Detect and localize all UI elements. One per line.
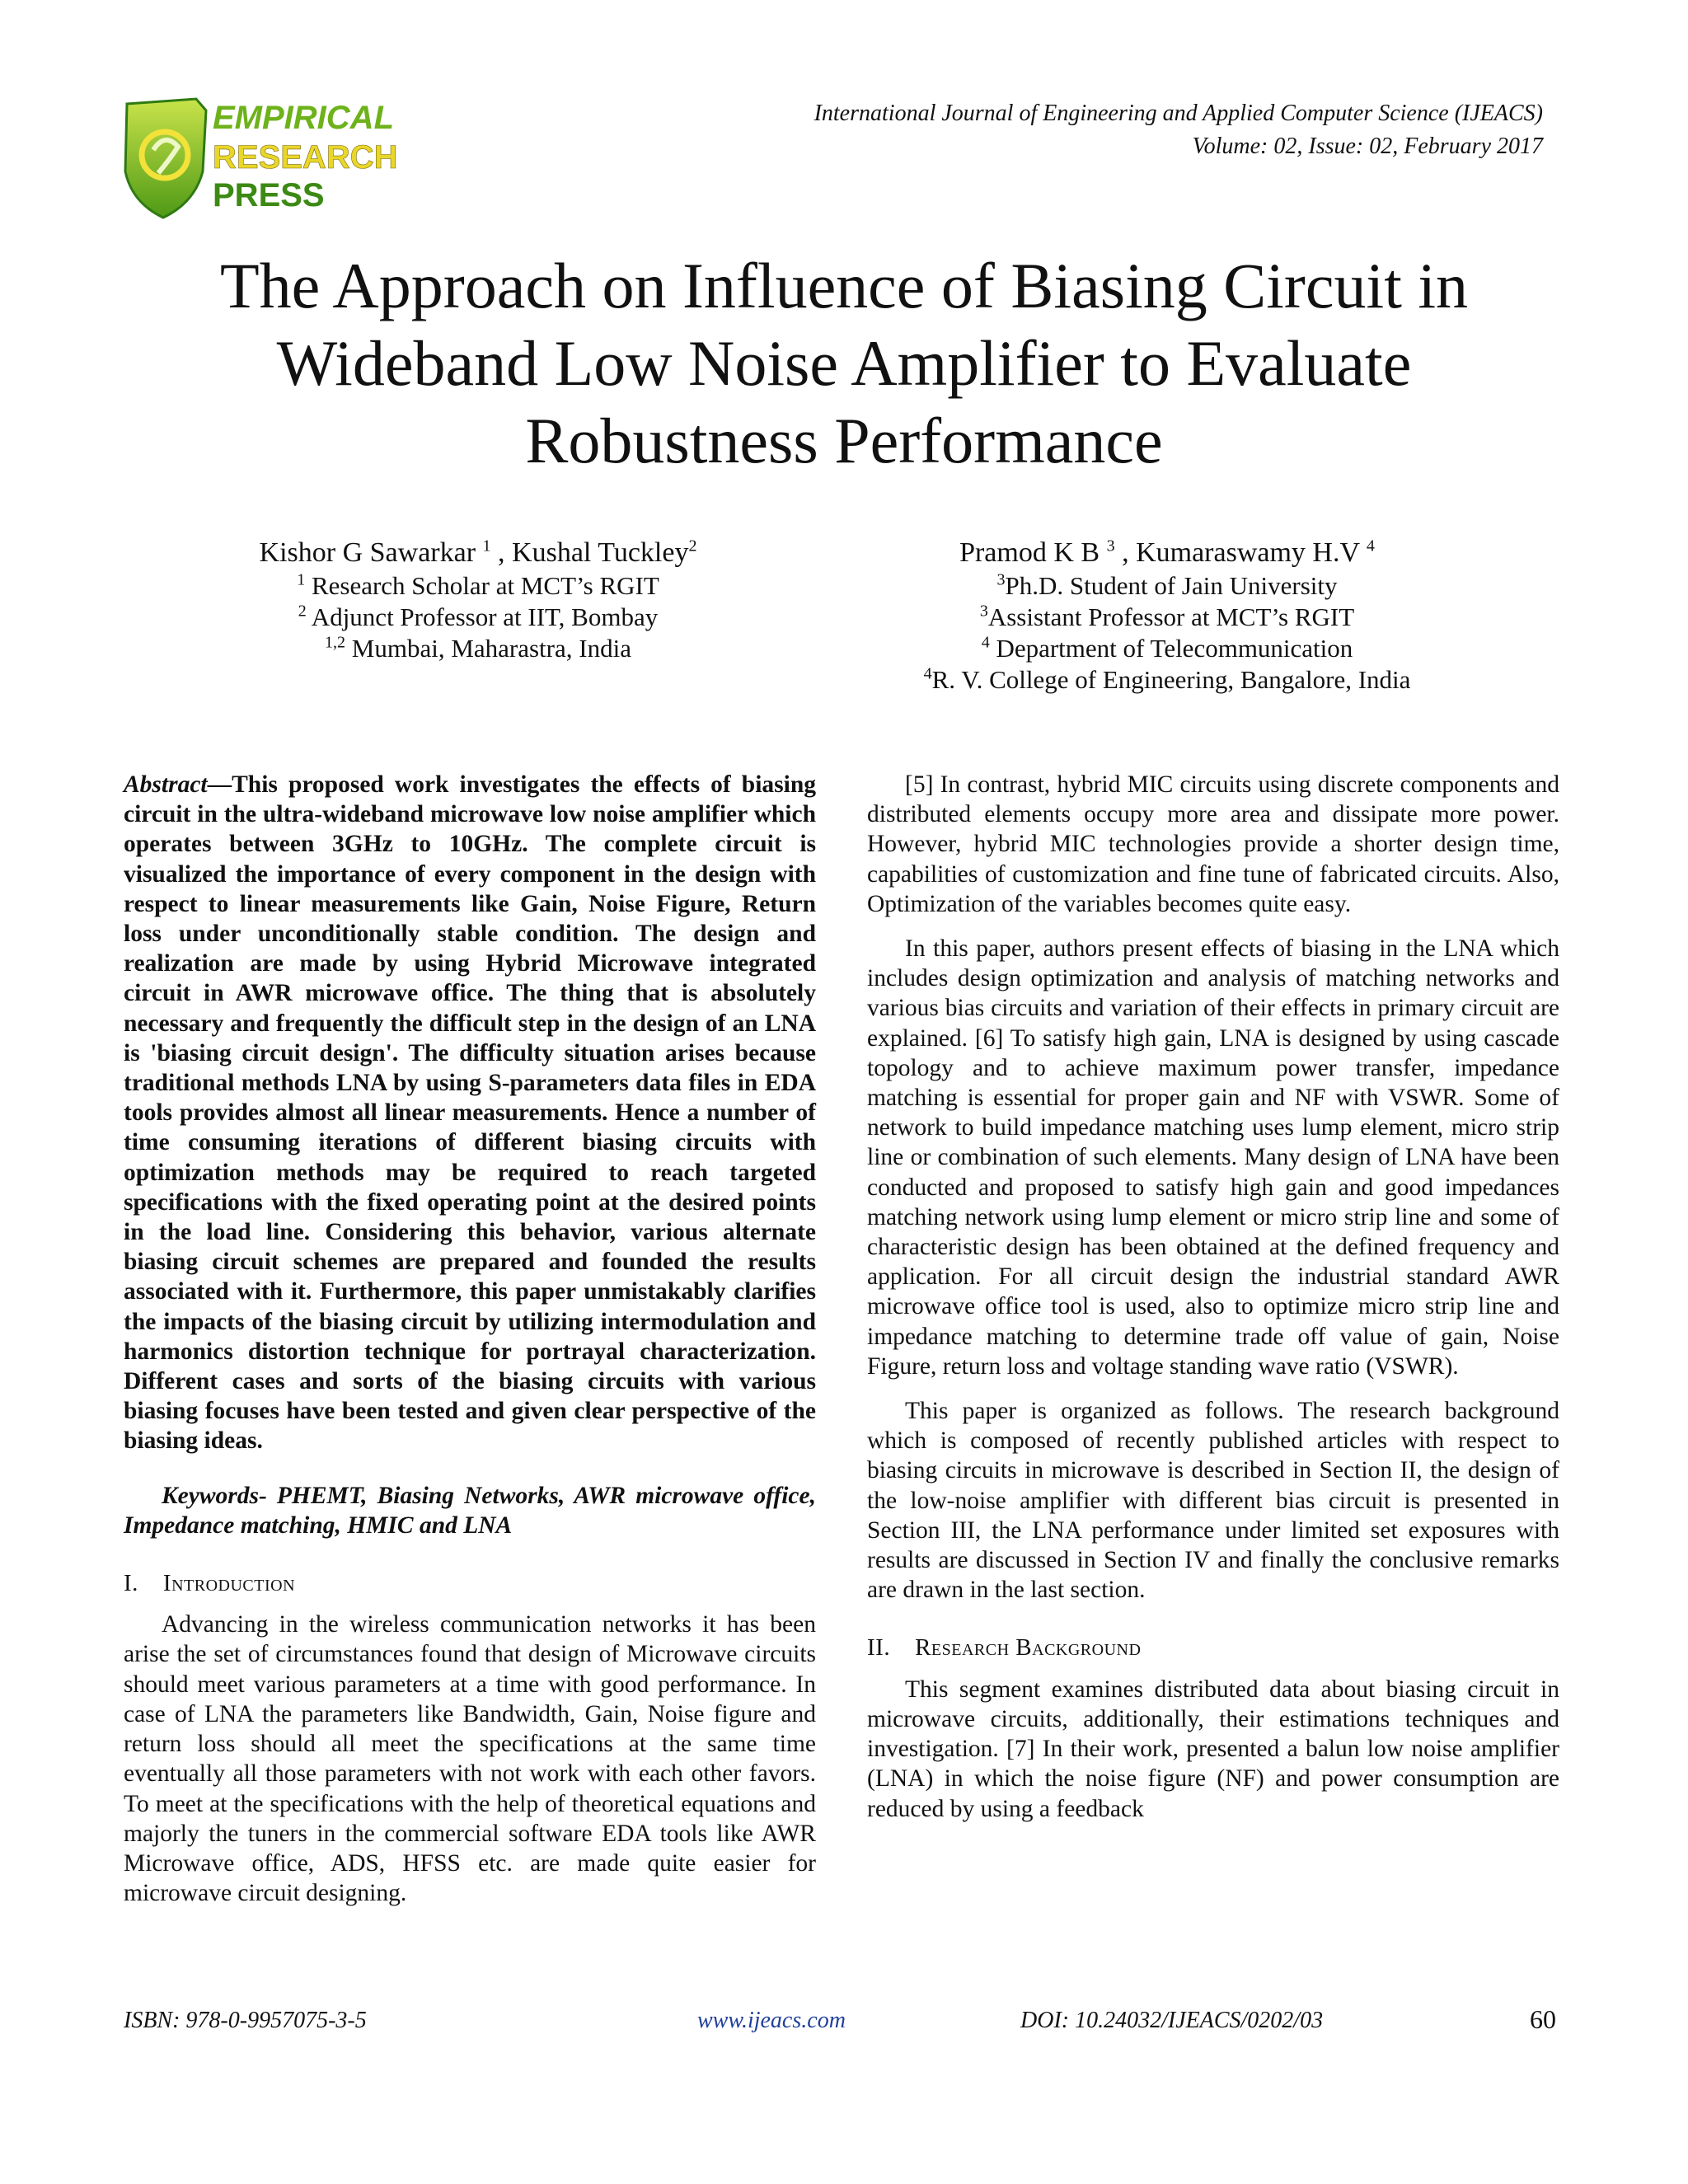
publisher-logo [120,92,401,224]
publisher-logo-graphic [120,92,401,224]
author-sup: 3 [1106,537,1115,555]
footer-url-link[interactable]: www.ijeacs.com [697,2008,846,2033]
aff-sup: 3 [996,570,1006,589]
section-title: Introduction [162,1570,296,1597]
paragraph: In this paper, authors present effects of biasing in the LNA which includes design optimization and analysis of matching networks and various bias circuits and variation of their effects in primary circuit are explained. [6] To satisfy high gain, LNA is designed by using cascade topology and to achieve maximum power transfer, impedance matching is essential for proper gain and NF with VSWR. Some of network to build impedance matching uses lump element, micro strip line or combination of such elements. Many design of LNA have been conducted and proposed to satisfy high gain and good impedances matching network using lump element or micro strip line and some of characteristic design has been obtained at the defined frequency and application. For all circuit design the industrial standard AWR microwave office tool is used, also to optimize micro strip line and impedance matching to determine trade off value of gain, Noise Figure, return loss and voltage standing wave ratio (VSWR). [867,935,1559,1380]
affiliation [903,664,1431,696]
affiliation [214,633,742,664]
section-heading-introduction [124,1568,816,1598]
author-separator: , [490,537,513,568]
aff-text: R. V. College of Engineering, Bangalore, India [931,665,1411,694]
aff-sup: 4 [923,664,932,683]
right-column [867,770,1559,1839]
author-sup: 2 [688,537,697,555]
paragraph: This segment examines distributed data about biasing circuit in microwave circuits, additionally, their estimations techniques and investigation. [7] In their work, presented a balun low noise amplifier (LNA) in which the noise figure (NF) and power consumption are reduced by using a feedback [867,1675,1559,1822]
logo-line3: PRESS [213,177,325,213]
aff-sup: 4 [981,633,990,652]
author-name: Kishor G Sawarkar [259,537,483,568]
footer-doi: DOI: 10.24032/IJEACS/0202/03 [1020,2008,1324,2033]
aff-text: Mumbai, Maharastra, India [345,634,631,663]
section-heading-research-background [867,1633,1559,1662]
left-column [124,770,816,1923]
affiliation [903,602,1431,633]
author-name: Pramod K B [959,537,1107,568]
paragraph: Advancing in the wireless communication networks it has been arise the set of circumstances found that design of Microwave circuits should meet various parameters at a time with good performance. In case of LNA the parameters like Bandwidth, Gain, Noise figure and return loss should all meet the specifications at the same time eventually all those parameters with not work with each other favors. To meet at the specifications with the help of theoretical equations and majorly the tuners in the commercial software EDA tools like AWR Microwave office, ADS, HFSS etc. are made quite easier for microwave circuit designing. [124,1611,816,1907]
aff-text: Department of Telecommunication [989,634,1353,663]
aff-text: Research Scholar at MCT’s RGIT [305,571,659,600]
author-names-right [903,537,1431,569]
aff-sup: 1,2 [325,633,346,652]
section-number: II. [867,1634,891,1661]
page-number: 60 [1530,2004,1556,2034]
author-sup: 1 [482,537,491,555]
aff-text: Assistant Professor at MCT’s RGIT [987,602,1355,631]
aff-sup: 3 [979,602,988,621]
logo-line1: EMPIRICAL [213,100,394,136]
author-separator: , [1114,537,1137,568]
affiliation [903,570,1431,602]
journal-name: International Journal of Engineering and Applied Computer Science (IJEACS) [814,101,1543,126]
aff-sup: 1 [297,570,306,589]
abstract-label: Abstract [124,771,208,798]
authors-right-block [903,537,1431,696]
affiliation [214,602,742,633]
author-name: Kushal Tuckley [512,537,689,568]
affiliation [214,570,742,602]
paragraph: [5] In contrast, hybrid MIC circuits using discrete components and distributed elements occupy more area and dissipate more power. However, hybrid MIC technologies provide a shorter design time, capabilities of customization and fine tune of fabricated circuits. Also, Optimization of the variables becomes quite easy. [867,771,1559,917]
footer-isbn: ISBN: 978-0-9957075-3-5 [124,2008,367,2033]
keywords: Keywords- PHEMT, Biasing Networks, AWR microwave office, Impedance matching, HMIC and LNA [124,1482,816,1539]
journal-volume: Volume: 02, Issue: 02, February 2017 [1192,134,1543,159]
affiliation [903,633,1431,664]
author-names-left [214,537,742,569]
logo-line2: RESEARCH [213,139,398,176]
aff-text: Adjunct Professor at IIT, Bombay [306,602,659,631]
author-name: Kumaraswamy H.V [1136,537,1367,568]
author-sup: 4 [1366,537,1375,555]
paper-title: The Approach on Influence of Biasing Circuit in Wideband Low Noise Amplifier to Evaluate Robustness Performance [219,250,1469,476]
authors-left-block [214,537,742,664]
section-title: Research Background [915,1634,1142,1661]
aff-text: Ph.D. Student of Jain University [1005,571,1338,600]
paragraph: This paper is organized as follows. The research background which is composed of recently published articles with respect to biasing circuits in microwave is described in Section II, the design of the low-noise amplifier with different bias circuit is presented in Section III, the LNA performance under limited set exposures with results are discussed in Section IV and finally the conclusive remarks are drawn in the last section. [867,1398,1559,1604]
abstract-text: —This proposed work investigates the effects of biasing circuit in the ultra-wideband microwave low noise amplifier which operates between 3GHz to 10GHz. The complete circuit is visualized the importance of every component in the design with respect to linear measurements like Gain, Noise Figure, Return loss under unconditionally stable condition. The design and realization are made by using Hybrid Microwave integrated circuit in AWR microwave office. The thing that is absolutely necessary and frequently the difficult step in the design of an LNA is 'biasing circuit design'. The difficulty situation arises because traditional methods LNA by using S-parameters data files in EDA tools provides almost all linear measurements. Hence a number of time consuming iterations of different biasing circuits with optimization methods may be required to reach targeted specifications with the fixed operating point at the desired points in the load line. Considering this behavior, various alternate biasing circuit schemes are prepared and founded the results associated with it. Furthermore, this paper unmistakably clarifies the impacts of the biasing circuit by utilizing intermodulation and harmonics distortion technique for portrayal characterization. Different cases and sorts of the biasing circuits with various biasing focuses have been tested and given clear perspective of the biasing ideas. [124,771,816,1455]
abstract [124,770,816,1456]
shield-icon [125,99,206,218]
section-number: I. [124,1570,138,1597]
aff-sup: 2 [298,602,307,621]
journal-header [719,97,1543,163]
